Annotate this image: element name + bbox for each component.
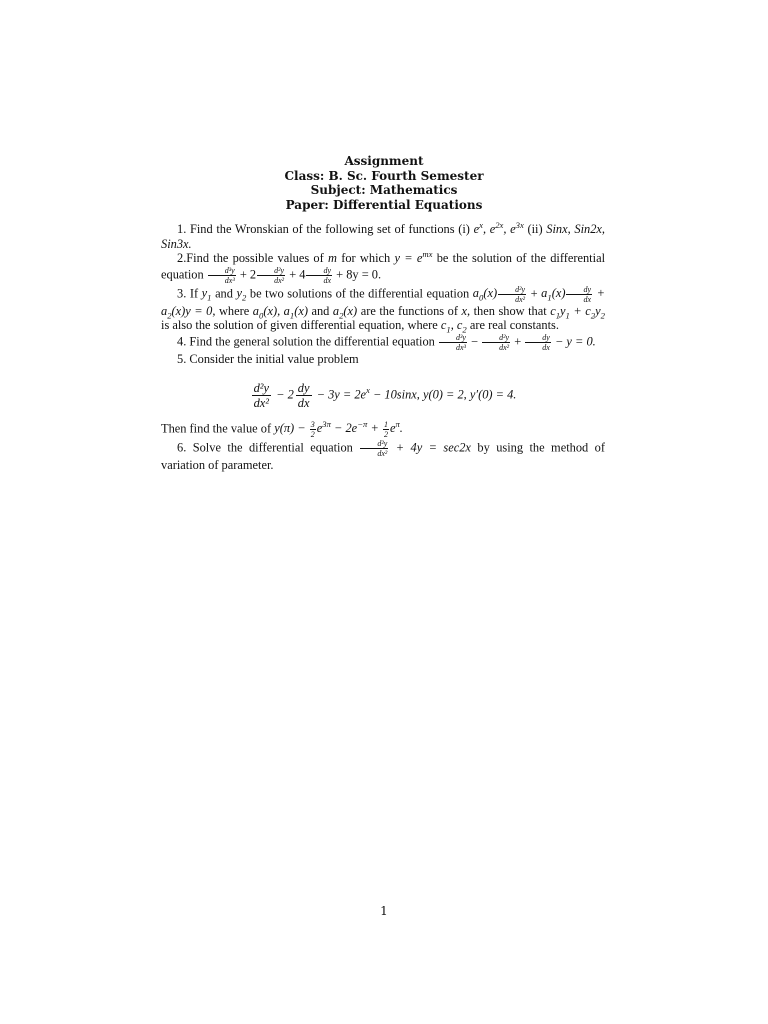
display-equation: $\frac{\text{d²y}}{\text{dx²}}$ − 2 $\frac{dy}{dx}$ − $3y = 2e^x - 10\sin x$, y(0) = 2, y′(0) = 4. — [253, 380, 517, 410]
subject-line: Subject: Mathematics — [310, 183, 458, 197]
fraction: $\frac{\text{d²y}}{\text{dx²}}$ — [257, 266, 285, 285]
assignment-title: Assignment — [344, 154, 424, 168]
class-line: Class: B. Sc. Fourth Semester — [284, 168, 484, 183]
question-6: 6. Solve the differential equation $\frac{\text{d²y}}{\text{dx²}}$ + 4y = sec2x by using the method of variation of parameter. — [161, 438, 605, 472]
question-2: 2.Find the possible values of m for which $y = e^{mx}$ be the solution of the differential equation $\frac{\text{d³y}}{\text{dx³}}$ + 2 $\frac{\text{d²y}}{\text{dx²}}$ + 4 $\frac{dy}{dx}$ + 8y = 0. — [161, 249, 606, 285]
fraction: $\frac{\text{d³y}}{\text{dx³}}$ — [208, 266, 236, 285]
fraction: $\frac{dy}{dx}$ — [306, 266, 332, 285]
question-3: 3. If $y_1$ and $y_2$ be two solutions of the differential equation $a_0(x)$ $\frac{\text{d²y}}{\text{dx²}}$ + $a_1(x)$ $\frac{dy}{dx}$ + $a_2(x)y = 0$, where $a_0(x)$, $a_1(x)$ and $a_2(x)$ are the functions of x, then show that $c_1y_1 + c_2y_2$ is also the solution of given differential equation, where $c_1$, $c_2$ are real constants. — [161, 284, 605, 335]
fraction: $\frac{dy}{dx}$ — [525, 333, 551, 352]
question-4: 4. Find the general solution the differential equation $\frac{\text{d³y}}{\text{dx³}}$ − $\frac{\text{d²y}}{\text{dx²}}$ + $\frac{dy}{dx}$ − y = 0. — [177, 332, 596, 352]
document-header — [0, 154, 768, 212]
paper-line: Paper: Differential Equations — [285, 197, 483, 212]
question-5: 5. Consider the initial value problem — [177, 351, 359, 366]
questions-body — [161, 219, 606, 472]
question-5-then: Then find the value of y(π) − $\frac{3}{2}$ $e^{3\pi} - 2e^{-\pi}$ + $\frac{1}{2}$ $e^\pi$. — [161, 418, 403, 439]
fraction: $\frac{dy}{dx}$ — [566, 285, 592, 304]
question-1: 1. Find the Wronskian of the following set of functions (i) $e^x$, $e^{2x}$, $e^{3x}$ (ii) Sinx, Sin2x, Sin3x. — [161, 219, 605, 251]
fraction: $\frac{\text{d³y}}{\text{dx³}}$ — [439, 333, 467, 352]
fraction: $\frac{\text{d²y}}{\text{dx²}}$ — [360, 439, 388, 458]
fraction: $\frac{\text{d²y}}{\text{dx²}}$ — [498, 285, 526, 304]
fraction: $\frac{\text{d²y}}{\text{dx²}}$ — [482, 333, 510, 352]
page-number: 1 — [380, 904, 388, 918]
